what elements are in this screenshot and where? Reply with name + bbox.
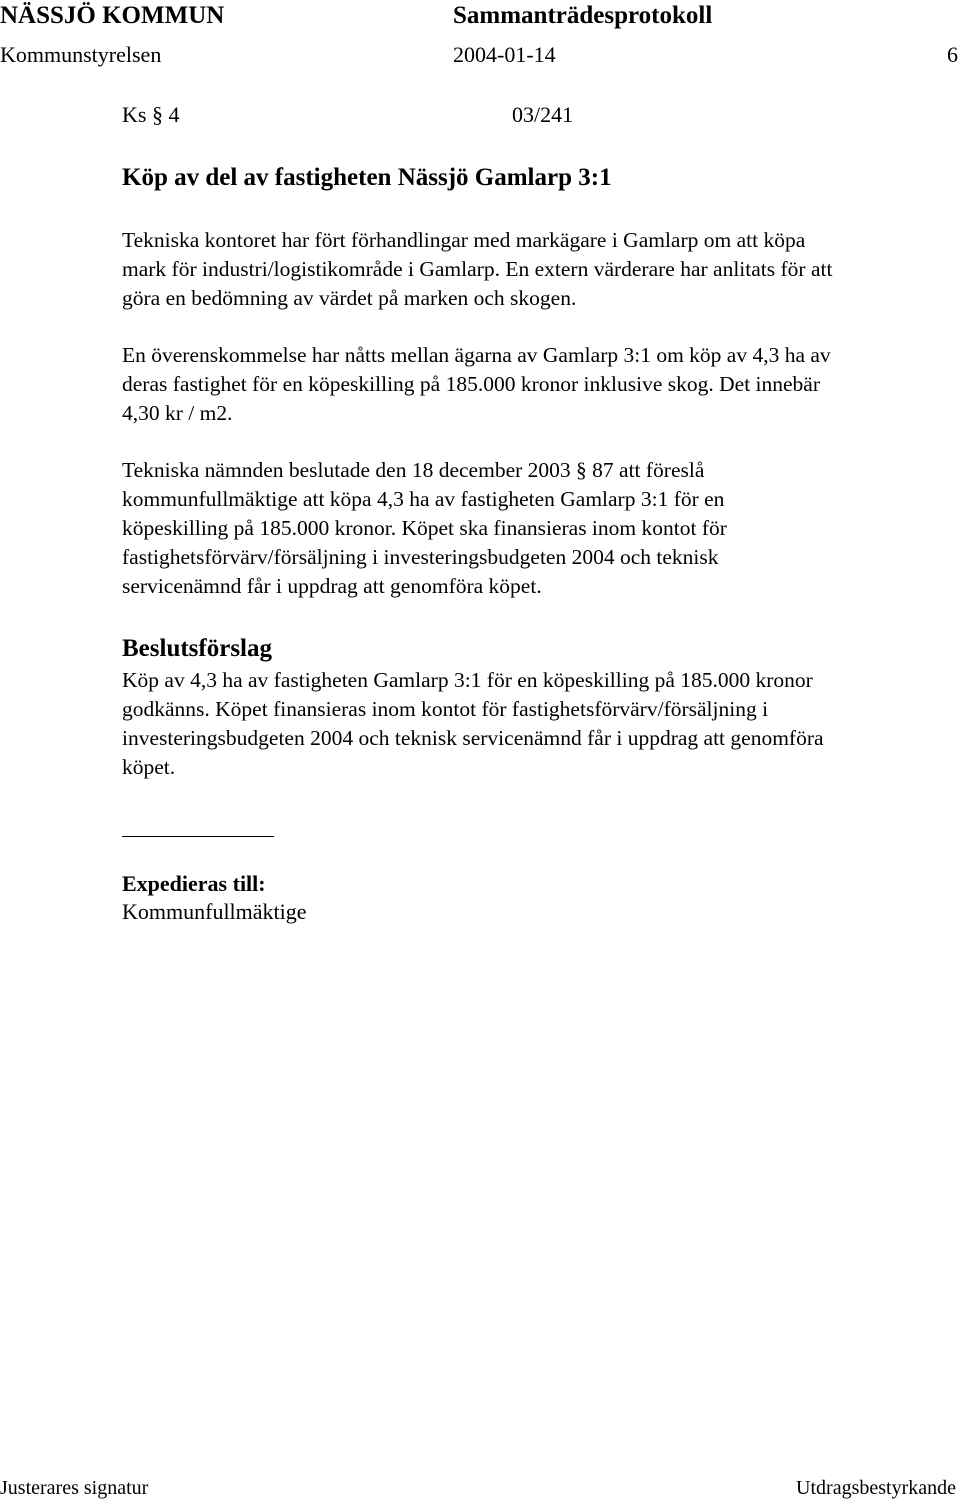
proposal-text: Köp av 4,3 ha av fastigheten Gamlarp 3:1 för en köpeskilling på 185.000 kronor godkänns. Köpet finansieras inom kontot för fastighetsförvärv/försäljning i investeringsbudgeten 2004 och teknisk servicenämnd får i uppdrag att genomföra köpet. <box>122 668 824 779</box>
proposal-heading: Beslutsförslag <box>122 635 272 662</box>
case-reference: Ks § 4 <box>122 102 180 127</box>
paragraph-agreement: En överenskommelse har nåtts mellan ägarna av Gamlarp 3:1 om köp av 4,3 ha av deras fastighet för en köpeskilling på 185.000 kronor inklusive skog. Det innebär 4,30 kr / m2. <box>122 343 831 425</box>
paragraph-background: Tekniska kontoret har fört förhandlingar med markägare i Gamlarp om att köpa mark för industri/logistikområde i Gamlarp. En extern värderare har anlitats för att göra en bedömning av värdet på marken och skogen. <box>122 228 833 310</box>
paragraph-decision-history: Tekniska nämnden beslutade den 18 december 2003 § 87 att föreslå kommunfullmäktige att köpa 4,3 ha av fastigheten Gamlarp 3:1 för en köpeskilling på 185.000 kronor. Köpet ska finansieras inom kontot för fastighetsförvärv/försäljning i investeringsbudgeten 2004 och teknisk servicenämnd får i uppdrag att genomföra köpet. <box>122 458 727 598</box>
separator-line <box>122 836 274 837</box>
meeting-date: 2004-01-14 <box>453 42 556 67</box>
document-type: Sammanträdesprotokoll <box>453 2 713 29</box>
dispatch-heading: Expedieras till: <box>122 871 266 896</box>
dispatch-recipient: Kommunfullmäktige <box>122 899 307 924</box>
page-number: 6 <box>947 42 958 67</box>
committee-name: Kommunstyrelsen <box>0 42 162 67</box>
footer-certification-label: Utdragsbestyrkande <box>796 1477 956 1499</box>
organization-name: NÄSSJÖ KOMMUN <box>0 2 225 29</box>
diary-number: 03/241 <box>512 102 574 127</box>
footer-signature-label: Justerares signatur <box>0 1477 149 1499</box>
case-title: Köp av del av fastigheten Nässjö Gamlarp 3:1 <box>122 164 612 191</box>
